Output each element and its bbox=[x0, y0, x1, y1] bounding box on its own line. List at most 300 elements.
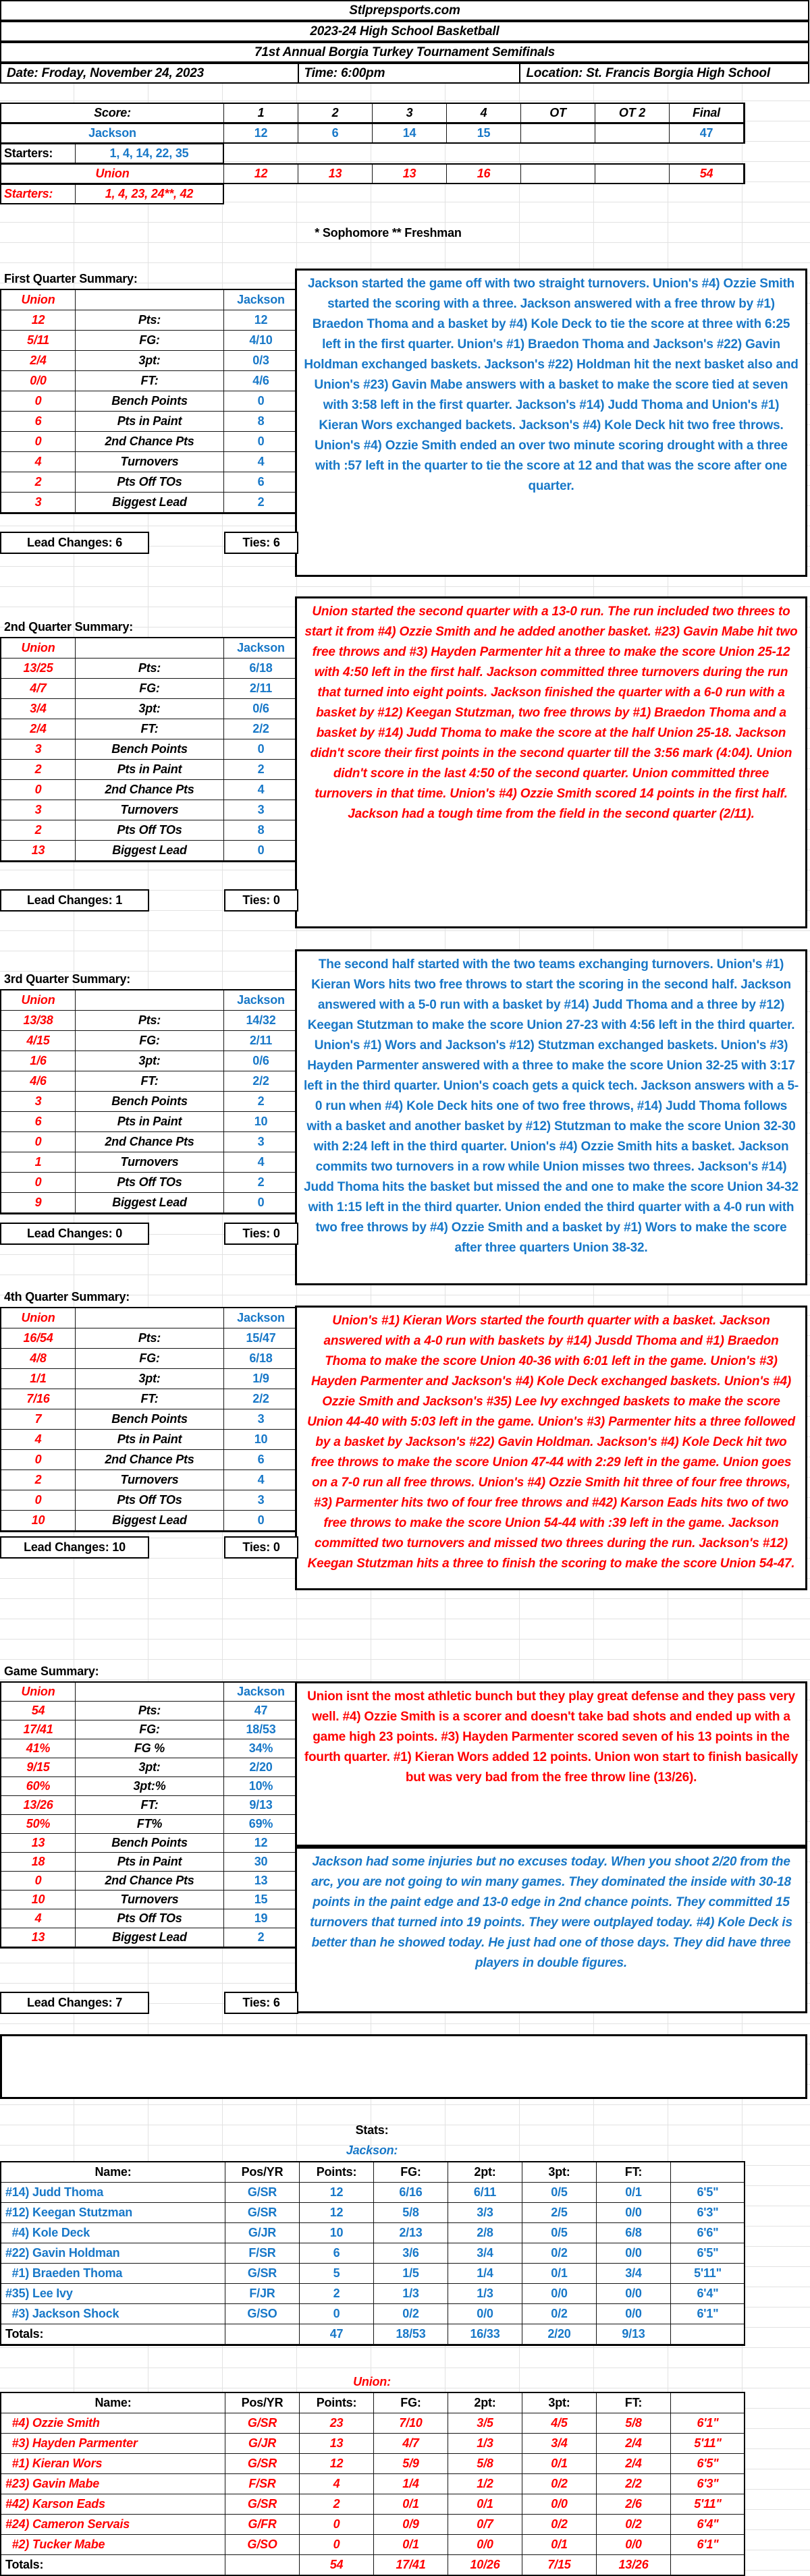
q1-jackson-value: 2 bbox=[224, 493, 298, 513]
q3-jackson-value: 3 bbox=[224, 1132, 298, 1152]
player-fg: 0/9 bbox=[374, 2515, 448, 2535]
q3-stat-label: FG: bbox=[76, 1031, 224, 1051]
q3-stat-label: Pts: bbox=[76, 1011, 224, 1031]
q3-stat-label: 2nd Chance Pts bbox=[76, 1132, 224, 1152]
player-name: #3) Jackson Shock bbox=[1, 2304, 225, 2324]
game-union-value: 10 bbox=[1, 1891, 76, 1909]
q4-jackson-value: 6/18 bbox=[224, 1349, 298, 1369]
game-jackson-value: 19 bbox=[224, 1909, 298, 1928]
game-location: Location: St. Francis Borgia High School bbox=[526, 65, 770, 80]
q4-jackson-value: 3 bbox=[224, 1490, 298, 1511]
player-3pt: 0/1 bbox=[522, 2454, 597, 2474]
q4-union-value: 16/54 bbox=[1, 1328, 76, 1349]
game-date: Date: Froday, November 24, 2023 bbox=[1, 64, 299, 82]
player-2pt: 6/11 bbox=[448, 2183, 522, 2203]
q3-jackson-value: 10 bbox=[224, 1112, 298, 1132]
player-fg: 2/13 bbox=[374, 2223, 448, 2243]
q1-union-value: 6 bbox=[1, 412, 76, 432]
q1-stat-label: FT: bbox=[76, 371, 224, 391]
q3-jackson-value: 2 bbox=[224, 1173, 298, 1193]
game-union-value: 60% bbox=[1, 1777, 76, 1796]
q3-ties: Ties: 0 bbox=[224, 1223, 298, 1245]
player-ft: 0/0 bbox=[597, 2203, 671, 2223]
q4-stat-label: FG: bbox=[76, 1349, 224, 1369]
q2-jackson-value: 0 bbox=[224, 739, 298, 760]
period-header: 1 bbox=[224, 104, 298, 122]
game-stat-label: FT% bbox=[76, 1815, 224, 1834]
q4-stat-label: Pts in Paint bbox=[76, 1430, 224, 1450]
player-pos: G/SR bbox=[225, 2203, 300, 2223]
q1-lead-changes: Lead Changes: 6 bbox=[0, 532, 149, 554]
player-points: 6 bbox=[300, 2243, 374, 2264]
q3-stat-label: Biggest Lead bbox=[76, 1193, 224, 1213]
q2-stat-label: 2nd Chance Pts bbox=[76, 780, 224, 800]
q1-stat-label: Pts: bbox=[76, 310, 224, 331]
jackson-period-score: 6 bbox=[298, 124, 373, 142]
q1-union-header: Union bbox=[1, 290, 76, 310]
player-pos: G/SO bbox=[225, 2535, 300, 2555]
game-jackson-value: 47 bbox=[224, 1702, 298, 1720]
q1-jackson-value: 0 bbox=[224, 432, 298, 452]
player-fg: 7/10 bbox=[374, 2413, 448, 2434]
q2-blank-header bbox=[76, 638, 224, 659]
player-2pt: 1/2 bbox=[448, 2474, 522, 2494]
player-name: #3) Hayden Parmenter bbox=[1, 2434, 225, 2454]
game-union-value: 18 bbox=[1, 1853, 76, 1872]
jackson-starters-row bbox=[0, 143, 224, 164]
q4-jackson-header: Jackson bbox=[224, 1308, 298, 1328]
union-period-score: 13 bbox=[298, 165, 373, 183]
q1-stat-label: 2nd Chance Pts bbox=[76, 432, 224, 452]
q4-stat-label: 2nd Chance Pts bbox=[76, 1450, 224, 1470]
q4-jackson-value: 10 bbox=[224, 1430, 298, 1450]
player-3pt: 0/5 bbox=[522, 2223, 597, 2243]
q3-jackson-value: 2/2 bbox=[224, 1071, 298, 1092]
q2-stat-label: Pts: bbox=[76, 659, 224, 679]
q2-stat-label: Pts in Paint bbox=[76, 760, 224, 780]
q1-summary-table bbox=[0, 289, 298, 514]
jackson-period-score: 47 bbox=[670, 124, 744, 142]
player-ft: 0/1 bbox=[597, 2183, 671, 2203]
q1-stat-label: Pts in Paint bbox=[76, 412, 224, 432]
player-height: 6'6" bbox=[671, 2223, 745, 2243]
q2-stat-label: Turnovers bbox=[76, 800, 224, 820]
game-union-value: 0 bbox=[1, 1872, 76, 1891]
col-header-pos: Pos/YR bbox=[225, 2393, 300, 2413]
player-points: 12 bbox=[300, 2454, 374, 2474]
q3-jackson-value: 0/6 bbox=[224, 1051, 298, 1071]
player-fg: 3/6 bbox=[374, 2243, 448, 2264]
game-summary-table bbox=[0, 1681, 298, 1949]
player-fg: 1/5 bbox=[374, 2264, 448, 2284]
q3-summary-table bbox=[0, 989, 298, 1214]
q1-jackson-value: 8 bbox=[224, 412, 298, 432]
game-jackson-value: 10% bbox=[224, 1777, 298, 1796]
player-height: 5'11" bbox=[671, 2264, 745, 2284]
q4-union-value: 7 bbox=[1, 1409, 76, 1430]
jackson-stats-table bbox=[0, 2161, 745, 2346]
col-header-name: Name: bbox=[1, 2162, 225, 2183]
game-jackson-note: Jackson had some injuries but no excuses today. When you shoot 2/20 from the arc, you are not going to win many games. They dominated the inside with 30-18 points in the paint edge and 13-0 edge in 2nd chance points. They committed 15 turnovers that turned into 19 points. They were outplayed today. #4) Kole Deck is better than he showed today. He just had one of those days. They did have three players in double figures. bbox=[295, 1847, 807, 2013]
player-height: 6'1" bbox=[671, 2304, 745, 2324]
player-pos: G/SR bbox=[225, 2494, 300, 2515]
q2-jackson-value: 2/2 bbox=[224, 719, 298, 739]
game-stat-label: Turnovers bbox=[76, 1891, 224, 1909]
q1-jackson-value: 0 bbox=[224, 391, 298, 412]
game-stat-label: Biggest Lead bbox=[76, 1928, 224, 1947]
q2-union-value: 4/7 bbox=[1, 679, 76, 699]
jackson-totals-3pt: 2/20 bbox=[522, 2324, 597, 2345]
player-name: #35) Lee Ivy bbox=[1, 2284, 225, 2304]
game-summary-title: Game Summary: bbox=[4, 1664, 99, 1678]
player-name: #1) Kieran Wors bbox=[1, 2454, 225, 2474]
player-ft: 0/0 bbox=[597, 2284, 671, 2304]
q3-union-value: 0 bbox=[1, 1173, 76, 1193]
q1-jackson-header: Jackson bbox=[224, 290, 298, 310]
q3-jackson-value: 2 bbox=[224, 1092, 298, 1112]
player-name: #42) Karson Eads bbox=[1, 2494, 225, 2515]
q4-union-value: 7/16 bbox=[1, 1389, 76, 1409]
q2-union-value: 13/25 bbox=[1, 659, 76, 679]
q1-jackson-value: 0/3 bbox=[224, 351, 298, 371]
game-jackson-value: 2/20 bbox=[224, 1758, 298, 1777]
player-name: #23) Gavin Mabe bbox=[1, 2474, 225, 2494]
player-height: 6'3" bbox=[671, 2203, 745, 2223]
player-2pt: 3/5 bbox=[448, 2413, 522, 2434]
game-jackson-value: 9/13 bbox=[224, 1796, 298, 1815]
q1-jackson-value: 6 bbox=[224, 472, 298, 493]
jackson-stats-title: Jackson: bbox=[346, 2143, 398, 2157]
game-jackson-value: 15 bbox=[224, 1891, 298, 1909]
q2-summary-table bbox=[0, 637, 298, 862]
q3-stat-label: 3pt: bbox=[76, 1051, 224, 1071]
jackson-totals-ft: 9/13 bbox=[597, 2324, 671, 2345]
jackson-totals-blank bbox=[225, 2324, 300, 2345]
player-2pt: 0/0 bbox=[448, 2535, 522, 2555]
player-points: 12 bbox=[300, 2203, 374, 2223]
player-3pt: 0/2 bbox=[522, 2304, 597, 2324]
q1-union-value: 4 bbox=[1, 452, 76, 472]
player-points: 0 bbox=[300, 2515, 374, 2535]
q1-union-value: 2/4 bbox=[1, 351, 76, 371]
period-header: 2 bbox=[298, 104, 373, 122]
player-name: #4) Ozzie Smith bbox=[1, 2413, 225, 2434]
union-period-score: 12 bbox=[224, 165, 298, 183]
q3-union-value: 4/6 bbox=[1, 1071, 76, 1092]
player-3pt: 4/5 bbox=[522, 2413, 597, 2434]
player-points: 12 bbox=[300, 2183, 374, 2203]
jackson-score-row bbox=[0, 123, 745, 144]
q1-stat-label: 3pt: bbox=[76, 351, 224, 371]
q2-union-value: 2 bbox=[1, 760, 76, 780]
q3-union-value: 6 bbox=[1, 1112, 76, 1132]
q4-union-value: 10 bbox=[1, 1511, 76, 1531]
q3-jackson-header: Jackson bbox=[224, 990, 298, 1011]
player-height: 6'3" bbox=[671, 2474, 745, 2494]
game-stat-label: FG % bbox=[76, 1739, 224, 1758]
q1-union-value: 5/11 bbox=[1, 331, 76, 351]
period-header: OT bbox=[521, 104, 595, 122]
q3-narrative: The second half started with the two teams exchanging turnovers. Union's #1) Kieran Wors hits two free throws to start the scoring in the second half. Jackson answered with a 5-0 run with a basket by #14) Judd Thoma and a three by #12) Keegan Stutzman to make the score Union 27-23 with 4:56 left in the third quarter. Union's #1) Wors and Jackson's #12) Stutzman exchanged baskets. Union's #3) Hayden Parmenter answered with a three to make the score Union 32-25 with 3:17 left in the third quarter. Union's coach gets a quick tech. Jackson answers with a 5-0 run when #4) Kole Deck hits one of two free throws, #14) Judd Thoma follows with a basket and another basket by #12) Stutzman to make the score Union 32-30 with 2:24 left in the third quarter. Union's #4) Ozzie Smith hits a basket. Jackson commits two turnovers in a row while Union misses two threes. Jackson's #14) Judd Thoma hits the basket but missed the and one to make the score Union 34-32 with 1:15 left in the third quarter. Union ended the third quarter with a 4-0 run with two free throws by #4) Ozzie Smith and a basket by #1) Wors to make the score after three quarters Union 38-32. bbox=[295, 949, 807, 1285]
q2-stat-label: 3pt: bbox=[76, 699, 224, 719]
q4-jackson-value: 2/2 bbox=[224, 1389, 298, 1409]
q2-union-value: 2 bbox=[1, 820, 76, 841]
jackson-period-score: 14 bbox=[373, 124, 447, 142]
union-starters-list: 1, 4, 23, 24**, 42 bbox=[105, 187, 194, 200]
jackson-totals-fg: 18/53 bbox=[374, 2324, 448, 2345]
player-pos: F/SR bbox=[225, 2243, 300, 2264]
union-totals-label: Totals: bbox=[1, 2555, 225, 2575]
player-fg: 1/4 bbox=[374, 2474, 448, 2494]
col-header-ft: FT: bbox=[597, 2162, 671, 2183]
q4-union-value: 4/8 bbox=[1, 1349, 76, 1369]
q2-union-value: 3 bbox=[1, 800, 76, 820]
jackson-starters-label: Starters: bbox=[1, 144, 76, 163]
q4-stat-label: 3pt: bbox=[76, 1369, 224, 1389]
q1-jackson-value: 4 bbox=[224, 452, 298, 472]
col-header-2pt: 2pt: bbox=[448, 2162, 522, 2183]
union-period-score bbox=[595, 165, 670, 183]
game-stat-label: FG: bbox=[76, 1720, 224, 1739]
q4-blank-header bbox=[76, 1308, 224, 1328]
q2-jackson-value: 3 bbox=[224, 800, 298, 820]
player-pos: G/SR bbox=[225, 2183, 300, 2203]
q4-stat-label: Pts Off TOs bbox=[76, 1490, 224, 1511]
season-title bbox=[0, 21, 809, 42]
jackson-totals-points: 47 bbox=[300, 2324, 374, 2345]
jackson-totals-2pt: 16/33 bbox=[448, 2324, 522, 2345]
event-title bbox=[0, 42, 809, 63]
q4-narrative: Union's #1) Kieran Wors started the fourth quarter with a basket. Jackson answered with a 4-0 run with baskets by #14) Jusdd Thoma and #1) Braedon Thoma to make the score Union 40-36 with 6:01 left in the game. Union's #3) Hayden Parmenter and Jackson's #4) Kole Deck exchanged baskets. Union's #4) Ozzie Smith and Jackson's #35) Lee Ivy exchnged baskets to make the score Union 44-40 with 5:03 left in the game. Union's #3) Parmenter hits a three followed by a basket by Jackson's #22) Gavin Holdman. Jackson's #4) Kole Deck hit two free throws to make the score Union 47-44 with 2:29 left in the game. Union goes on a 7-0 run all free throws. Union's #4) Ozzie Smith hit three of four free throws, #3) Parmenter hits two of four free throws and #42) Karson Eads hits two of two free throws to make the score Union 54-44 with :39 left in the game. Jackson committed two turnovers and missed two threes during the run. Jackson's #12) Keegan Stutzman hits a three to finish the scoring to make the score Union 54-47. bbox=[295, 1306, 807, 1590]
q1-stat-label: Biggest Lead bbox=[76, 493, 224, 513]
jackson-starters-list: 1, 4, 14, 22, 35 bbox=[109, 146, 189, 160]
q2-stat-label: Bench Points bbox=[76, 739, 224, 760]
q3-jackson-value: 14/32 bbox=[224, 1011, 298, 1031]
player-height: 6'5" bbox=[671, 2454, 745, 2474]
q4-jackson-value: 3 bbox=[224, 1409, 298, 1430]
union-score-row bbox=[0, 163, 745, 184]
empty-notes-box bbox=[0, 2034, 807, 2099]
q4-summary-table bbox=[0, 1307, 298, 1532]
player-name: #14) Judd Thoma bbox=[1, 2183, 225, 2203]
q4-union-value: 2 bbox=[1, 1470, 76, 1490]
q3-stat-label: Pts Off TOs bbox=[76, 1173, 224, 1193]
q3-union-header: Union bbox=[1, 990, 76, 1011]
union-team-name: Union bbox=[1, 165, 224, 183]
player-points: 5 bbox=[300, 2264, 374, 2284]
q2-jackson-value: 0 bbox=[224, 841, 298, 861]
site-title bbox=[0, 0, 809, 21]
player-2pt: 1/3 bbox=[448, 2284, 522, 2304]
q1-union-value: 3 bbox=[1, 493, 76, 513]
player-pos: G/SR bbox=[225, 2454, 300, 2474]
game-stat-label: 3pt:% bbox=[76, 1777, 224, 1796]
union-totals-ft: 13/26 bbox=[597, 2555, 671, 2575]
game-union-value: 41% bbox=[1, 1739, 76, 1758]
player-points: 23 bbox=[300, 2413, 374, 2434]
player-2pt: 1/4 bbox=[448, 2264, 522, 2284]
q1-blank-header bbox=[76, 290, 224, 310]
col-header-ft: FT: bbox=[597, 2393, 671, 2413]
q1-ties: Ties: 6 bbox=[224, 532, 298, 554]
player-height: 6'1" bbox=[671, 2413, 745, 2434]
q3-union-value: 0 bbox=[1, 1132, 76, 1152]
col-header-fg: FG: bbox=[374, 2162, 448, 2183]
q3-union-value: 13/38 bbox=[1, 1011, 76, 1031]
game-jackson-header: Jackson bbox=[224, 1683, 298, 1702]
q4-union-value: 0 bbox=[1, 1450, 76, 1470]
col-header-pos: Pos/YR bbox=[225, 2162, 300, 2183]
player-points: 0 bbox=[300, 2304, 374, 2324]
game-union-header: Union bbox=[1, 1683, 76, 1702]
q3-stat-label: FT: bbox=[76, 1071, 224, 1092]
q1-union-value: 0 bbox=[1, 432, 76, 452]
union-totals-2pt: 10/26 bbox=[448, 2555, 522, 2575]
q2-jackson-value: 4 bbox=[224, 780, 298, 800]
player-pos: G/SR bbox=[225, 2413, 300, 2434]
game-union-value: 54 bbox=[1, 1702, 76, 1720]
jackson-period-score bbox=[521, 124, 595, 142]
col-header-height bbox=[671, 2393, 745, 2413]
game-jackson-value: 13 bbox=[224, 1872, 298, 1891]
q4-lead-changes: Lead Changes: 10 bbox=[0, 1536, 149, 1559]
game-jackson-value: 69% bbox=[224, 1815, 298, 1834]
q3-title: 3rd Quarter Summary: bbox=[4, 972, 131, 986]
game-union-value: 13 bbox=[1, 1834, 76, 1853]
q2-jackson-value: 6/18 bbox=[224, 659, 298, 679]
player-2pt: 0/0 bbox=[448, 2304, 522, 2324]
game-union-value: 13/26 bbox=[1, 1796, 76, 1815]
player-points: 13 bbox=[300, 2434, 374, 2454]
player-ft: 0/0 bbox=[597, 2304, 671, 2324]
player-fg: 0/1 bbox=[374, 2494, 448, 2515]
player-2pt: 3/3 bbox=[448, 2203, 522, 2223]
q3-stat-label: Bench Points bbox=[76, 1092, 224, 1112]
q1-stat-label: Pts Off TOs bbox=[76, 472, 224, 493]
jackson-team-name: Jackson bbox=[1, 124, 224, 142]
game-union-value: 4 bbox=[1, 1909, 76, 1928]
player-fg: 0/1 bbox=[374, 2535, 448, 2555]
q2-union-value: 0 bbox=[1, 780, 76, 800]
player-pos: G/SR bbox=[225, 2264, 300, 2284]
game-union-value: 50% bbox=[1, 1815, 76, 1834]
union-totals-3pt: 7/15 bbox=[522, 2555, 597, 2575]
game-union-value: 9/15 bbox=[1, 1758, 76, 1777]
player-ft: 2/2 bbox=[597, 2474, 671, 2494]
q2-union-value: 2/4 bbox=[1, 719, 76, 739]
q4-stat-label: Biggest Lead bbox=[76, 1511, 224, 1531]
jackson-totals-height-blank bbox=[671, 2324, 745, 2345]
player-height: 6'1" bbox=[671, 2535, 745, 2555]
q1-stat-label: FG: bbox=[76, 331, 224, 351]
col-header-points: Points: bbox=[300, 2162, 374, 2183]
season-title-text: 2023-24 High School Basketball bbox=[310, 24, 500, 38]
q1-union-value: 12 bbox=[1, 310, 76, 331]
player-pos: F/SR bbox=[225, 2474, 300, 2494]
q4-stat-label: Bench Points bbox=[76, 1409, 224, 1430]
union-period-score: 16 bbox=[447, 165, 521, 183]
player-name: #2) Tucker Mabe bbox=[1, 2535, 225, 2555]
q4-jackson-value: 15/47 bbox=[224, 1328, 298, 1349]
q2-union-value: 13 bbox=[1, 841, 76, 861]
player-height: 6'4" bbox=[671, 2284, 745, 2304]
player-fg: 4/7 bbox=[374, 2434, 448, 2454]
game-union-value: 13 bbox=[1, 1928, 76, 1947]
q3-union-value: 1/6 bbox=[1, 1051, 76, 1071]
union-totals-height-blank bbox=[671, 2555, 745, 2575]
q2-ties: Ties: 0 bbox=[224, 889, 298, 912]
q3-jackson-value: 4 bbox=[224, 1152, 298, 1173]
q1-title: First Quarter Summary: bbox=[4, 271, 138, 285]
player-2pt: 1/3 bbox=[448, 2434, 522, 2454]
union-period-score: 13 bbox=[373, 165, 447, 183]
player-height: 5'11" bbox=[671, 2434, 745, 2454]
q4-jackson-value: 0 bbox=[224, 1511, 298, 1531]
q1-union-value: 2 bbox=[1, 472, 76, 493]
q3-union-value: 4/15 bbox=[1, 1031, 76, 1051]
player-points: 2 bbox=[300, 2284, 374, 2304]
player-ft: 0/0 bbox=[597, 2243, 671, 2264]
player-name: #24) Cameron Servais bbox=[1, 2515, 225, 2535]
player-points: 10 bbox=[300, 2223, 374, 2243]
game-blank-header bbox=[76, 1683, 224, 1702]
player-ft: 2/4 bbox=[597, 2434, 671, 2454]
player-name: #12) Keegan Stutzman bbox=[1, 2203, 225, 2223]
game-jackson-value: 34% bbox=[224, 1739, 298, 1758]
q2-jackson-value: 2 bbox=[224, 760, 298, 780]
col-header-3pt: 3pt: bbox=[522, 2162, 597, 2183]
player-fg: 5/9 bbox=[374, 2454, 448, 2474]
player-3pt: 0/1 bbox=[522, 2535, 597, 2555]
player-pos: G/FR bbox=[225, 2515, 300, 2535]
period-header: OT 2 bbox=[595, 104, 670, 122]
q4-title: 4th Quarter Summary: bbox=[4, 1289, 130, 1304]
q1-stat-label: Bench Points bbox=[76, 391, 224, 412]
q3-jackson-value: 0 bbox=[224, 1193, 298, 1213]
game-jackson-value: 12 bbox=[224, 1834, 298, 1853]
player-3pt: 0/2 bbox=[522, 2515, 597, 2535]
q4-union-value: 0 bbox=[1, 1490, 76, 1511]
q4-ties: Ties: 0 bbox=[224, 1536, 298, 1559]
player-ft: 2/6 bbox=[597, 2494, 671, 2515]
q1-jackson-value: 12 bbox=[224, 310, 298, 331]
q3-jackson-value: 2/11 bbox=[224, 1031, 298, 1051]
player-3pt: 0/2 bbox=[522, 2474, 597, 2494]
col-header-height bbox=[671, 2162, 745, 2183]
q4-union-value: 4 bbox=[1, 1430, 76, 1450]
jackson-totals-label: Totals: bbox=[1, 2324, 225, 2345]
player-3pt: 0/1 bbox=[522, 2264, 597, 2284]
col-header-fg: FG: bbox=[374, 2393, 448, 2413]
game-stat-label: Pts: bbox=[76, 1702, 224, 1720]
q3-stat-label: Turnovers bbox=[76, 1152, 224, 1173]
q4-jackson-value: 6 bbox=[224, 1450, 298, 1470]
q2-union-header: Union bbox=[1, 638, 76, 659]
game-ties: Ties: 6 bbox=[224, 1992, 298, 2014]
q2-stat-label: Biggest Lead bbox=[76, 841, 224, 861]
score-header-row bbox=[0, 103, 745, 123]
q2-jackson-value: 2/11 bbox=[224, 679, 298, 699]
q3-stat-label: Pts in Paint bbox=[76, 1112, 224, 1132]
player-height: 6'4" bbox=[671, 2515, 745, 2535]
player-3pt: 2/5 bbox=[522, 2203, 597, 2223]
player-3pt: 0/0 bbox=[522, 2494, 597, 2515]
player-height: 5'11" bbox=[671, 2494, 745, 2515]
game-time: Time: 6:00pm bbox=[299, 64, 521, 82]
q2-jackson-header: Jackson bbox=[224, 638, 298, 659]
stats-title: Stats: bbox=[355, 2123, 389, 2137]
site-title-text: Stlprepsports.com bbox=[349, 3, 460, 18]
